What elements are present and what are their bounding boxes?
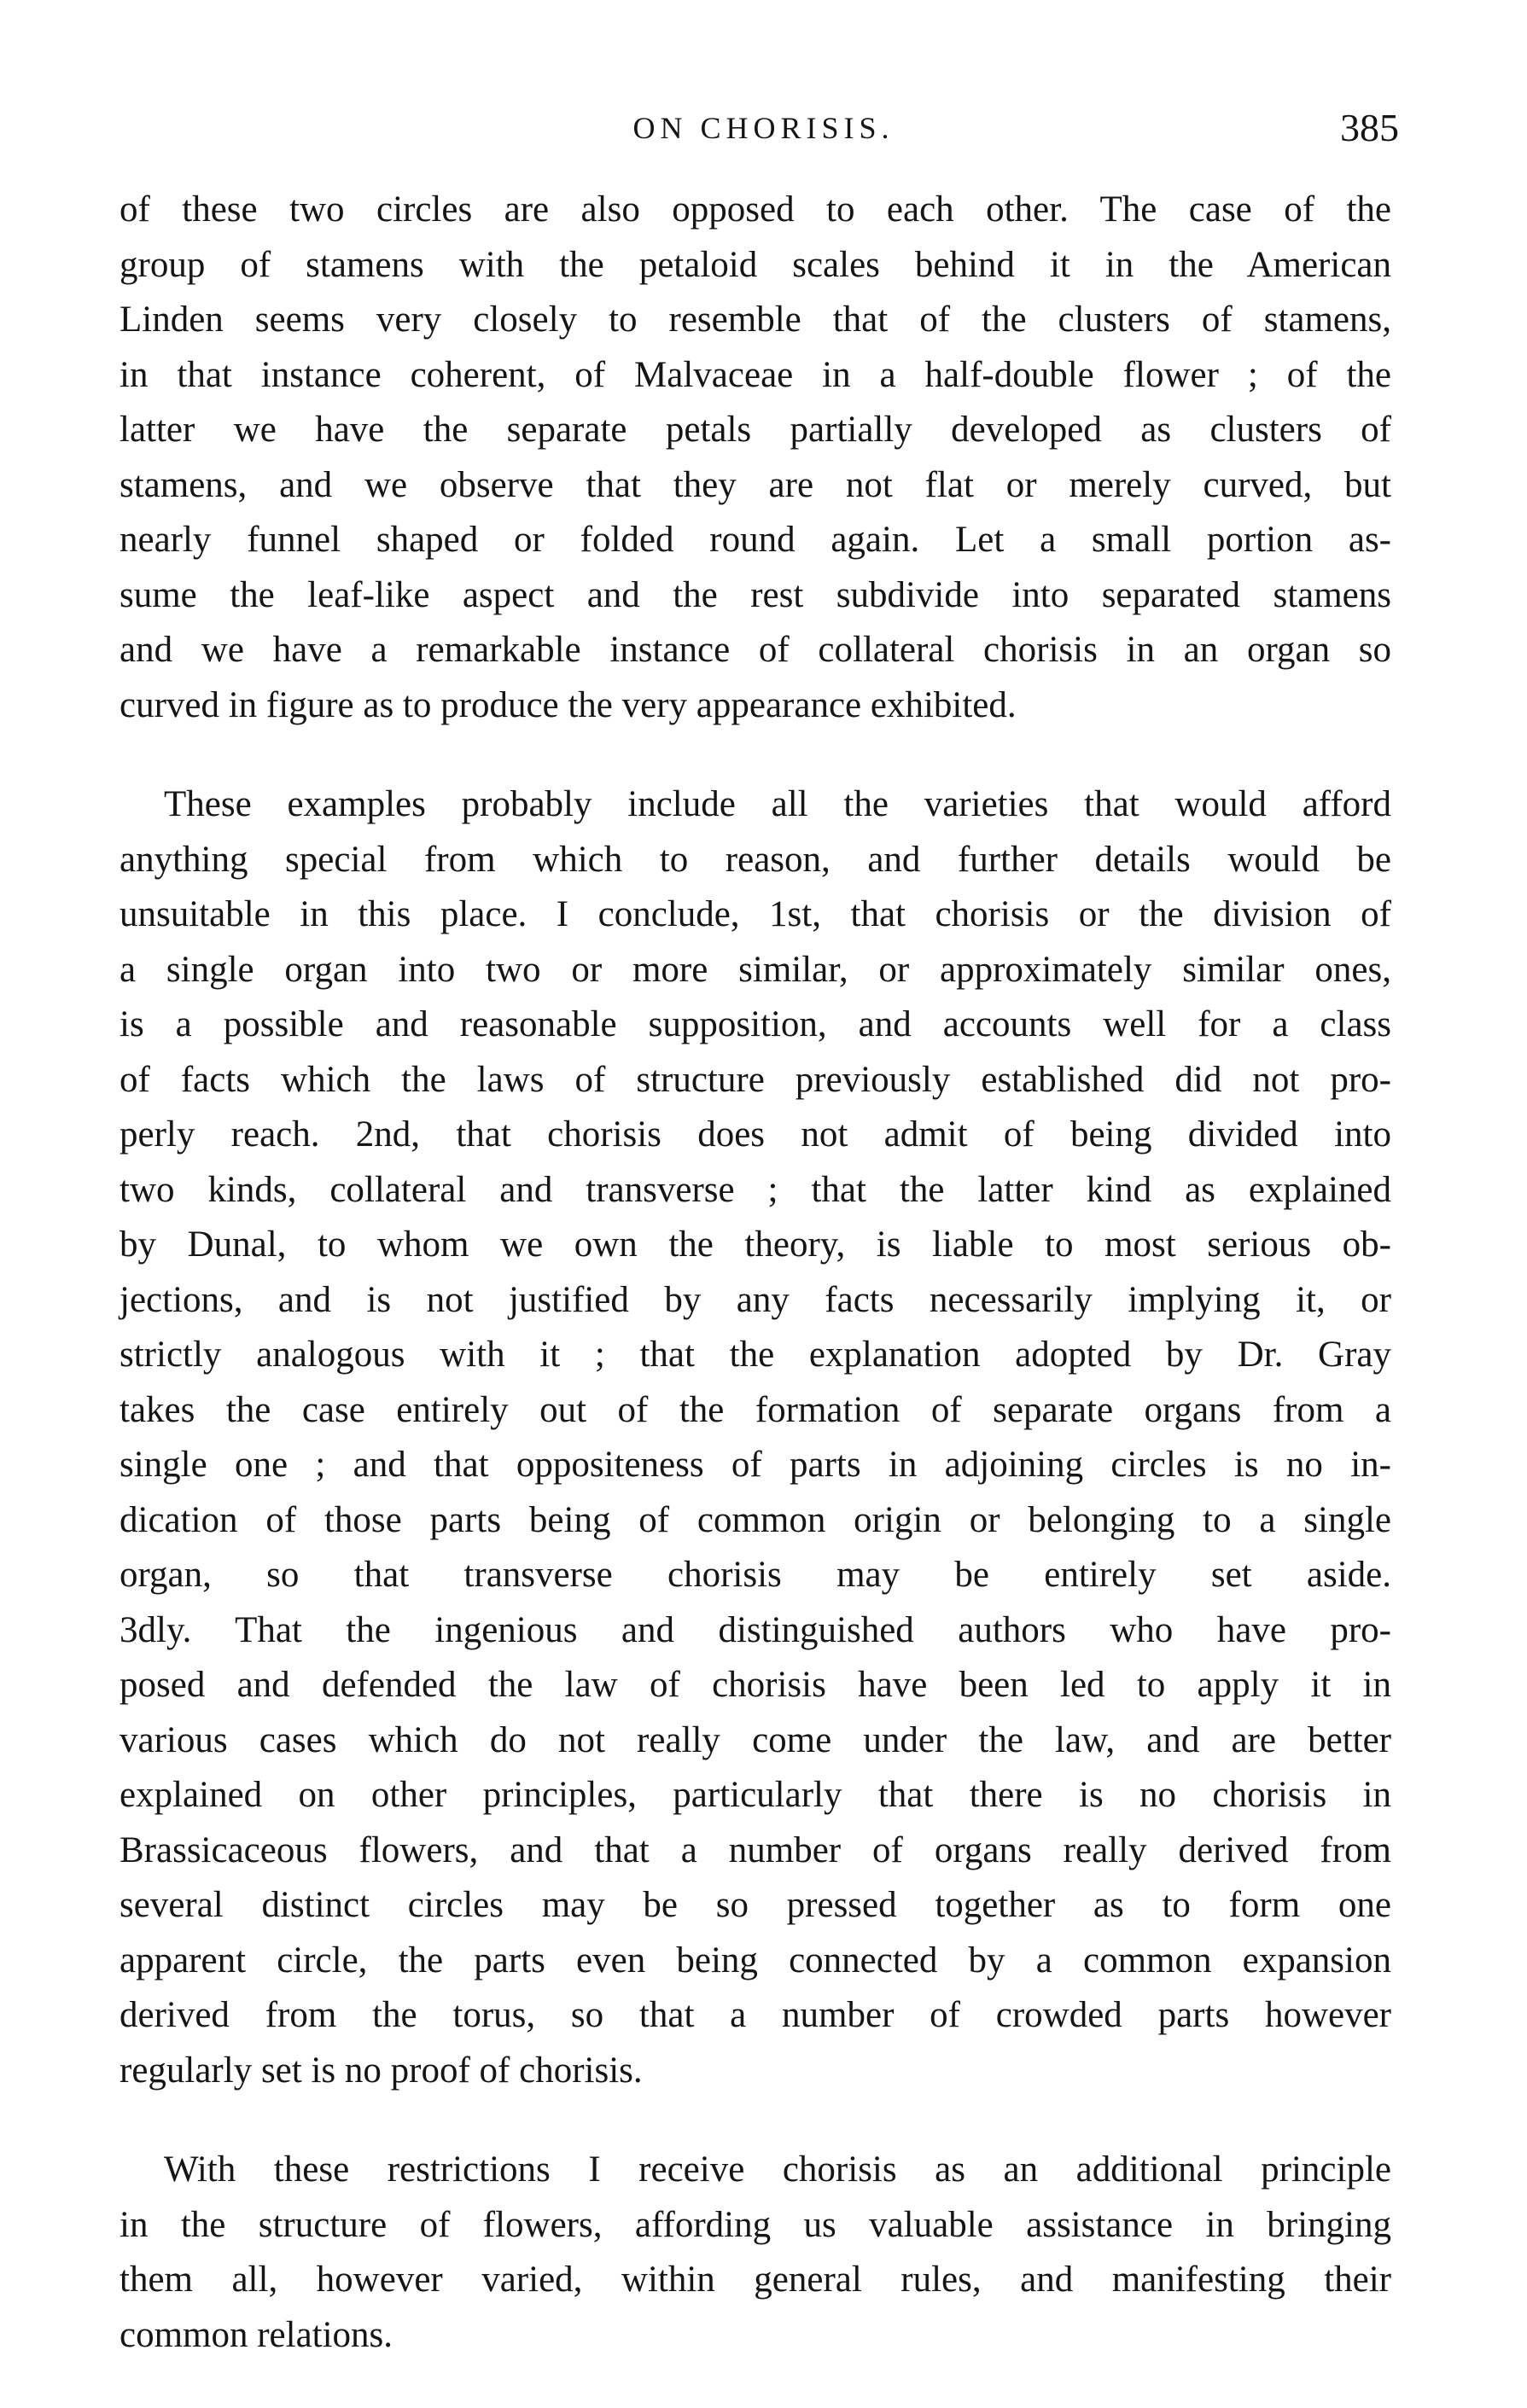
text-line: various cases which do not really come under the law, and are better <box>119 1719 1391 1760</box>
text-line: jections, and is not justified by any facts necessarily implying it, or <box>119 1279 1391 1320</box>
text-line: 3dly. That the ingenious and distinguished authors who have pro- <box>119 1609 1391 1650</box>
text-line: by Dunal, to whom we own the theory, is liable to most serious ob- <box>119 1224 1391 1265</box>
text-line: anything special from which to reason, and further details would be <box>119 839 1391 880</box>
text-line: curved in figure as to produce the very appearance exhibited. <box>119 684 1017 725</box>
text-line: nearly funnel shaped or folded round again. Let a small portion as- <box>119 520 1391 560</box>
text-line: two kinds, collateral and transverse ; that the latter kind as explained <box>119 1169 1391 1210</box>
paragraph-2 <box>119 777 1391 2098</box>
text-line: in the structure of flowers, affording us valuable assistance in bringing <box>119 2204 1391 2245</box>
text-line: of facts which the laws of structure previously established did not pro- <box>119 1059 1391 1100</box>
text-line: unsuitable in this place. I conclude, 1st, that chorisis or the division of <box>119 894 1391 934</box>
text-line: perly reach. 2nd, that chorisis does not admit of being divided into <box>119 1114 1391 1155</box>
text-line: organ, so that transverse chorisis may be entirely set aside. <box>119 1555 1391 1595</box>
text-line: stamens, and we observe that they are not flat or merely curved, but <box>119 464 1391 505</box>
page-number: 385 <box>1340 106 1399 149</box>
text-line: and we have a remarkable instance of collateral chorisis in an organ so <box>119 630 1391 670</box>
text-line: latter we have the separate petals partially developed as clusters of <box>119 410 1391 450</box>
text-line: a single organ into two or more similar, or approximately similar ones, <box>119 949 1391 990</box>
text-line: apparent circle, the parts even being connected by a common expansion <box>119 1940 1391 1980</box>
text-line: them all, however varied, within general rules, and manifesting their <box>119 2260 1391 2300</box>
paragraph-1 <box>119 183 1391 733</box>
text-line: regularly set is no proof of chorisis. <box>119 2050 643 2091</box>
body-text <box>119 183 1391 2363</box>
paragraph-3 <box>119 2143 1391 2363</box>
text-line: of these two circles are also opposed to each other. The case of the <box>119 189 1391 230</box>
text-line: in that instance coherent, of Malvaceae in a half-double flower ; of the <box>119 354 1391 395</box>
text-line: posed and defended the law of chorisis have been led to apply it in <box>119 1665 1391 1705</box>
text-line: strictly analogous with it ; that the explanation adopted by Dr. Gray <box>119 1335 1391 1375</box>
text-line: group of stamens with the petaloid scales behind it in the American <box>119 244 1391 285</box>
running-title: ON CHORISIS. <box>632 111 895 145</box>
running-head <box>0 102 1527 154</box>
text-line: With these restrictions I receive chorisis as an additional principle <box>164 2149 1391 2190</box>
text-line: Linden seems very closely to resemble that of the clusters of stamens, <box>119 300 1391 340</box>
text-line: common relations. <box>119 2314 393 2355</box>
text-line: is a possible and reasonable supposition, and accounts well for a class <box>119 1004 1391 1044</box>
text-line: several distinct circles may be so pressed together as to form one <box>119 1885 1391 1925</box>
text-line: takes the case entirely out of the formation of separate organs from a <box>119 1389 1391 1430</box>
text-line: sume the leaf-like aspect and the rest subdivide into separated stamens <box>119 574 1391 615</box>
text-line: Brassicaceous flowers, and that a number of organs really derived from <box>119 1829 1391 1870</box>
text-line: These examples probably include all the varieties that would afford <box>164 784 1391 824</box>
text-line: derived from the torus, so that a number of crowded parts however <box>119 1995 1391 2035</box>
text-line: dication of those parts being of common origin or belonging to a single <box>119 1499 1391 1540</box>
text-line: explained on other principles, particularly that there is no chorisis in <box>119 1775 1391 1815</box>
text-line: single one ; and that oppositeness of parts in adjoining circles is no in- <box>119 1445 1391 1485</box>
